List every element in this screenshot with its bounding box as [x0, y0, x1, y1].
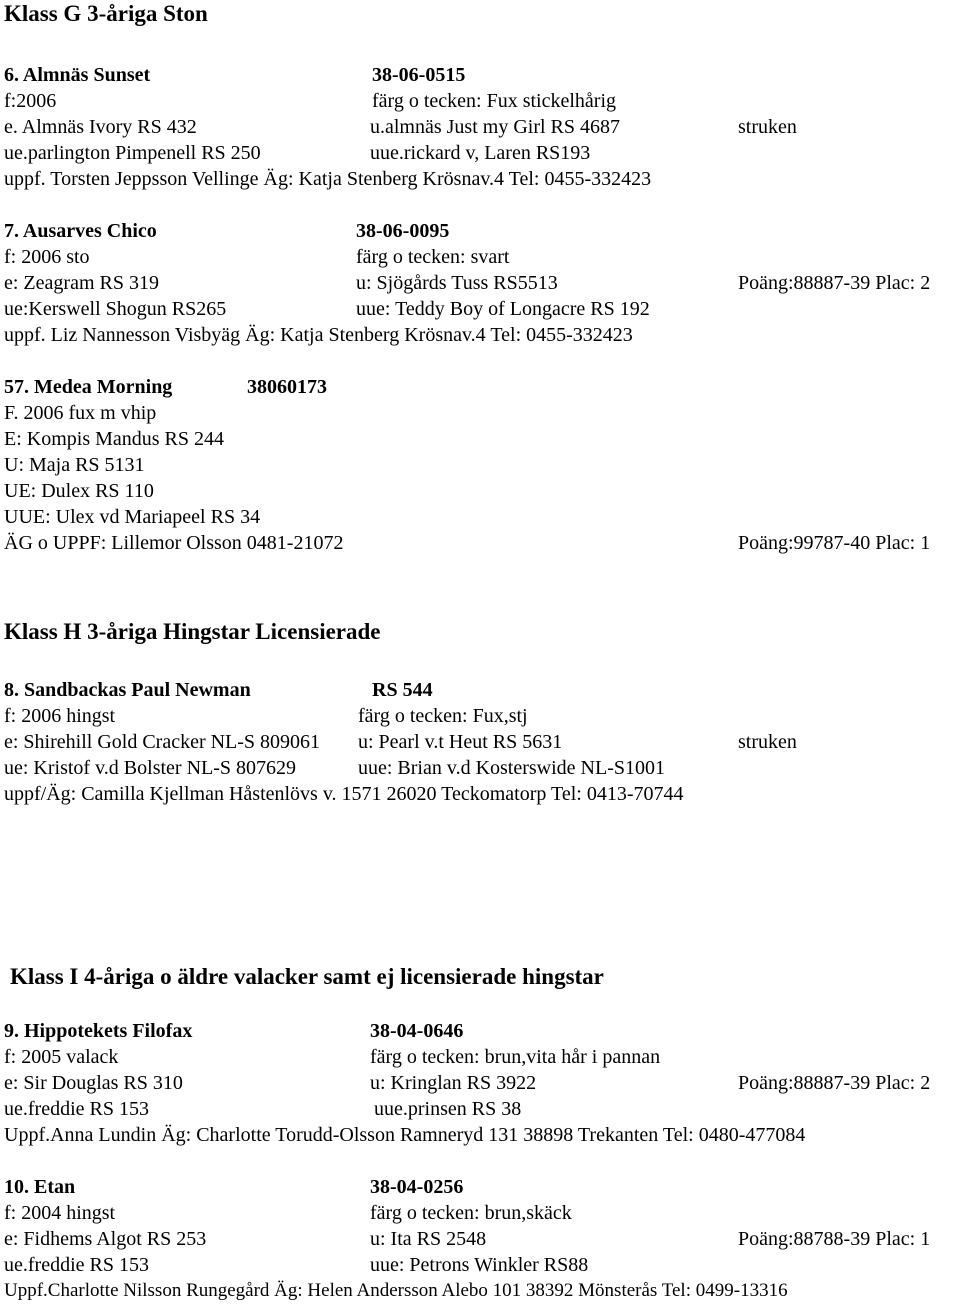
dam: u: Ita RS 2548 [370, 1228, 487, 1250]
horse-heading-6 [4, 62, 466, 88]
reg-number: 38-06-0515 [372, 64, 466, 86]
birth-info: f: 2006 sto [4, 246, 90, 268]
dam: u: Kringlan RS 3922 [370, 1072, 537, 1094]
horse-heading-57 [4, 374, 327, 400]
dam-sire: ue.freddie RS 153 [4, 1098, 149, 1120]
horse-57-dam: U: Maja RS 5131 [4, 454, 145, 476]
horse-10-row-grandparents [4, 1252, 589, 1278]
sire: e. Almnäs Ivory RS 432 [4, 116, 197, 138]
horse-9-row-grandparents [4, 1096, 522, 1122]
section-title-klass-h: Klass H 3-åriga Hingstar Licensierade [4, 619, 381, 644]
reg-number: 38-06-0095 [356, 220, 450, 242]
horse-8-row-parents [4, 729, 797, 755]
dam-dam-sire: uue.rickard v, Laren RS193 [370, 142, 591, 164]
horse-heading-7 [4, 218, 450, 244]
score-placement: Poäng:88887-39 Plac: 2 [738, 272, 931, 294]
horse-heading-8 [4, 677, 433, 703]
horse-57-birth: F. 2006 fux m vhip [4, 402, 157, 424]
sire: e: Zeagram RS 319 [4, 272, 159, 294]
dam-dam-sire: uue: Teddy Boy of Longacre RS 192 [356, 298, 650, 320]
horse-heading-9 [4, 1018, 464, 1044]
horse-57-dam-dam-sire: UUE: Ulex vd Mariapeel RS 34 [4, 506, 261, 528]
horse-10-row-birth [4, 1200, 572, 1226]
horse-name: 9. Hippotekets Filofax [4, 1020, 193, 1042]
owner-breeder: ÄG o UPPF: Lillemor Olsson 0481-21072 [4, 532, 344, 554]
horse-name: 6. Almnäs Sunset [4, 64, 151, 86]
horse-8-row-birth [4, 703, 528, 729]
horse-name: 57. Medea Morning [4, 376, 173, 398]
horse-6-breeder-owner: uppf. Torsten Jeppsson Vellinge Äg: Katja Stenberg Krösnav.4 Tel: 0455-332423 [4, 168, 652, 190]
section-title-klass-i: Klass I 4-åriga o äldre valacker samt ej licensierade hingstar [10, 964, 604, 989]
horse-57-owner-row [4, 530, 931, 556]
status-struken: struken [738, 731, 797, 753]
dam: u: Sjögårds Tuss RS5513 [356, 272, 558, 294]
horse-9-row-parents [4, 1070, 931, 1096]
sire: e: Fidhems Algot RS 253 [4, 1228, 207, 1250]
horse-10-breeder-owner: Uppf.Charlotte Nilsson Rungegård Äg: Helen Andersson Alebo 101 38392 Mönsterås Tel: 0499-13316 [4, 1280, 788, 1301]
score-placement: Poäng:88887-39 Plac: 2 [738, 1072, 931, 1094]
dam-sire: ue:Kerswell Shogun RS265 [4, 298, 227, 320]
horse-heading-10 [4, 1174, 464, 1200]
birth-info: f: 2004 hingst [4, 1202, 116, 1224]
horse-6-row-birth [4, 88, 617, 114]
horse-9-row-birth [4, 1044, 661, 1070]
status-struken: struken [738, 116, 797, 138]
horse-name: 7. Ausarves Chico [4, 220, 157, 242]
horse-6-row-parents [4, 114, 797, 140]
color-info: färg o tecken: brun,vita hår i pannan [370, 1046, 661, 1068]
horse-name: 10. Etan [4, 1176, 76, 1198]
dam: u.almnäs Just my Girl RS 4687 [370, 116, 621, 138]
horse-10-row-parents [4, 1226, 931, 1252]
sire: e: Sir Douglas RS 310 [4, 1072, 183, 1094]
birth-info: f:2006 [4, 90, 57, 112]
dam-sire: ue.parlington Pimpenell RS 250 [4, 142, 261, 164]
horse-7-row-grandparents [4, 296, 650, 322]
horse-8-breeder-owner: uppf/Äg: Camilla Kjellman Håstenlövs v. 1571 26020 Teckomatorp Tel: 0413-70744 [4, 783, 684, 805]
reg-number: 38060173 [247, 376, 327, 398]
score-placement: Poäng:88788-39 Plac: 1 [738, 1228, 931, 1250]
dam-dam-sire: uue: Brian v.d Kosterswide NL-S1001 [358, 757, 665, 779]
dam-sire: ue: Kristof v.d Bolster NL-S 807629 [4, 757, 297, 779]
reg-number: RS 544 [372, 679, 433, 701]
horse-57-sire: E: Kompis Mandus RS 244 [4, 428, 225, 450]
horse-7-row-birth [4, 244, 510, 270]
score-placement: Poäng:99787-40 Plac: 1 [738, 532, 931, 554]
horse-7-row-parents [4, 270, 931, 296]
reg-number: 38-04-0256 [370, 1176, 464, 1198]
dam-sire: ue.freddie RS 153 [4, 1254, 149, 1276]
horse-57-dam-sire: UE: Dulex RS 110 [4, 480, 154, 502]
horse-9-breeder-owner: Uppf.Anna Lundin Äg: Charlotte Torudd-Olsson Ramneryd 131 38898 Trekanten Tel: 0480-477084 [4, 1124, 806, 1146]
birth-info: f: 2005 valack [4, 1046, 119, 1068]
reg-number: 38-04-0646 [370, 1020, 464, 1042]
sire: e: Shirehill Gold Cracker NL-S 809061 [4, 731, 321, 753]
horse-7-breeder-owner: uppf. Liz Nannesson Visbyäg Äg: Katja Stenberg Krösnav.4 Tel: 0455-332423 [4, 324, 633, 346]
color-info: färg o tecken: svart [356, 246, 510, 268]
dam-dam-sire: uue: Petrons Winkler RS88 [370, 1254, 589, 1276]
dam-dam-sire: uue.prinsen RS 38 [374, 1098, 522, 1120]
color-info: färg o tecken: brun,skäck [370, 1202, 572, 1224]
horse-name: 8. Sandbackas Paul Newman [4, 679, 251, 701]
color-info: färg o tecken: Fux,stj [358, 705, 528, 727]
color-info: färg o tecken: Fux stickelhårig [372, 90, 617, 112]
birth-info: f: 2006 hingst [4, 705, 116, 727]
section-title-klass-g: Klass G 3-åriga Ston [4, 1, 208, 26]
horse-8-row-grandparents [4, 755, 665, 781]
horse-6-row-grandparents [4, 140, 591, 166]
dam: u: Pearl v.t Heut RS 5631 [358, 731, 563, 753]
